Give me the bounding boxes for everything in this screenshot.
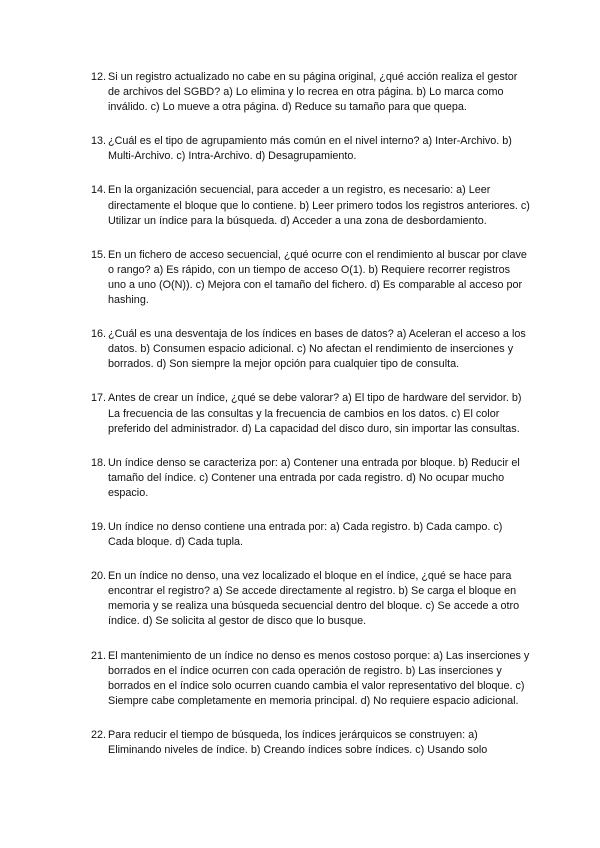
question-number: 15. <box>91 248 107 261</box>
question-item <box>91 649 531 709</box>
question-text: Un índice no denso contiene una entrada por: a) Cada registro. b) Cada campo. c) Cada bloque. d) Cada tupla. <box>108 520 503 549</box>
question-text: Un índice denso se caracteriza por: a) Contener una entrada por bloque. b) Reducir el tamaño del índice. c) Contener una entrada por cada registro. d) No ocupar mucho espacio. <box>108 456 520 499</box>
question-text: Antes de crear un índice, ¿qué se debe valorar? a) El tipo de hardware del servidor. b) La frecuencia de las consultas y la frecuencia de cambios en los datos. c) El color preferido del administrador. d) La capacidad del disco duro, sin importar las consultas. <box>108 392 522 435</box>
question-item <box>91 456 531 501</box>
question-text: ¿Cuál es una desventaja de los índices en bases de datos? a) Aceleran el acceso a los datos. b) Consumen espacio adicional. c) No afectan el rendimiento de inserciones y borrados. d) Son siempre la mejor opción para cualquier tipo de consulta. <box>108 328 526 371</box>
question-number: 22. <box>91 728 107 741</box>
question-item <box>91 520 531 550</box>
question-list <box>91 70 531 777</box>
question-text: El mantenimiento de un índice no denso es menos costoso porque: a) Las inserciones y borrados en el índice ocurren con cada operación de registro. b) Las inserciones y borrados en el índice solo ocurren cuando cambia el valor representativo del bloque. c) Siempre cabe completamente en memoria principal. d) No requiere espacio adicional. <box>108 649 530 707</box>
question-number: 16. <box>91 328 107 341</box>
question-text: En un índice no denso, una vez localizado el bloque en el índice, ¿qué se hace para encontrar el registro? a) Se accede directamente al registro. b) Se carga el bloque en memoria y se realiza una búsqueda secuencial dentro del bloque. c) Se accede a otro índice. d) Se solicita al gestor de disco que lo busque. <box>108 570 520 628</box>
question-number: 17. <box>91 392 107 405</box>
question-item <box>91 248 531 308</box>
question-number: 14. <box>91 184 107 197</box>
question-item <box>91 728 531 758</box>
question-number: 20. <box>91 570 107 583</box>
question-item <box>91 391 531 436</box>
question-text: Para reducir el tiempo de búsqueda, los índices jerárquicos se construyen: a) Eliminando niveles de índice. b) Creando índices sobre índices. c) Usando solo <box>108 728 488 756</box>
question-text: Si un registro actualizado no cabe en su página original, ¿qué acción realiza el gestor de archivos del SGBD? a) Lo elimina y lo recrea en otra página. b) Lo marca como inválido. c) Lo mueve a otra página. d) Reduce su tamaño para que quepa. <box>108 71 518 114</box>
question-text: ¿Cuál es el tipo de agrupamiento más común en el nivel interno? a) Inter-Archivo. b) Multi-Archivo. c) Intra-Archivo. d) Desagrupamiento. <box>108 135 512 163</box>
question-item <box>91 183 531 228</box>
question-number: 13. <box>91 135 107 148</box>
question-text: En la organización secuencial, para acceder a un registro, es necesario: a) Leer directamente el bloque que lo contiene. b) Leer primero todos los registros anteriores. c) Utilizar un índice para la búsqueda. d) Acceder a una zona de desbordamiento. <box>108 184 530 227</box>
question-item <box>91 134 531 164</box>
question-item <box>91 327 531 372</box>
question-item <box>91 70 531 115</box>
question-item <box>91 569 531 629</box>
question-number: 18. <box>91 456 107 469</box>
question-text: En un fichero de acceso secuencial, ¿qué ocurre con el rendimiento al buscar por clave o rango? a) Es rápido, con un tiempo de acceso O(1). b) Requiere recorrer registros uno a uno (O(N)). c) Mejora con el tamaño del fichero. d) Es comparable al acceso por hashing. <box>108 248 527 307</box>
question-number: 21. <box>91 649 107 662</box>
question-number: 12. <box>91 71 107 83</box>
question-number: 19. <box>91 520 107 533</box>
